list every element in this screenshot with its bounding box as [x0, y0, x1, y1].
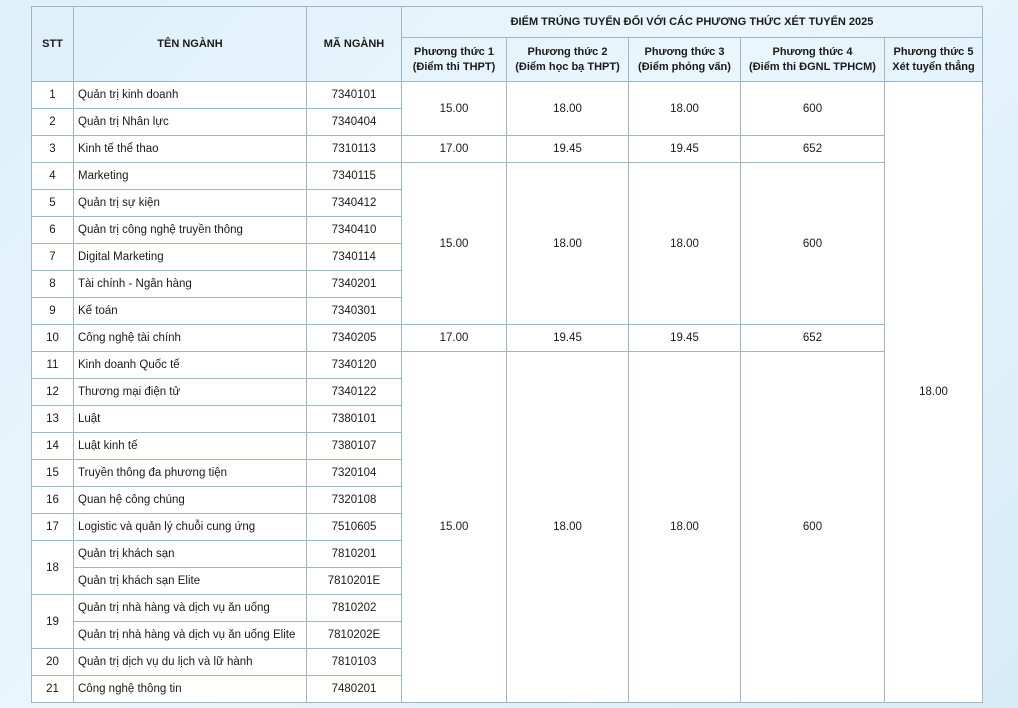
row-major-code: 7510605 — [307, 514, 402, 541]
score-method-3: 19.45 — [629, 136, 741, 163]
row-major-code: 7340114 — [307, 244, 402, 271]
row-major-name: Kinh doanh Quốc tế — [74, 352, 307, 379]
row-major-name: Kinh tế thể thao — [74, 136, 307, 163]
score-method-4: 600 — [741, 352, 885, 703]
row-major-name: Thương mại điện tử — [74, 379, 307, 406]
row-major-code: 7340101 — [307, 82, 402, 109]
row-stt: 4 — [32, 163, 74, 190]
row-major-code: 7340122 — [307, 379, 402, 406]
row-major-code: 7340404 — [307, 109, 402, 136]
row-stt: 8 — [32, 271, 74, 298]
row-major-code: 7480201 — [307, 676, 402, 703]
row-stt: 3 — [32, 136, 74, 163]
header-method-1: Phương thức 1 (Điểm thi THPT) — [402, 38, 507, 82]
row-major-name: Quản trị khách sạn — [74, 541, 307, 568]
score-method-2: 19.45 — [507, 325, 629, 352]
row-major-name: Quản trị công nghệ truyền thông — [74, 217, 307, 244]
header-method-5: Phương thức 5 Xét tuyển thẳng — [885, 38, 983, 82]
score-method-4: 600 — [741, 82, 885, 136]
header-group-title: ĐIỂM TRÚNG TUYỂN ĐỐI VỚI CÁC PHƯƠNG THỨC XÉT TUYỂN 2025 — [402, 7, 983, 38]
row-stt: 9 — [32, 298, 74, 325]
table-row — [32, 163, 983, 190]
row-major-name: Quản trị nhà hàng và dịch vụ ăn uống — [74, 595, 307, 622]
header-stt: STT — [32, 7, 74, 82]
header-method-2: Phương thức 2 (Điểm học bạ THPT) — [507, 38, 629, 82]
table-row — [32, 352, 983, 379]
score-method-1: 17.00 — [402, 325, 507, 352]
row-major-code: 7380101 — [307, 406, 402, 433]
row-stt: 14 — [32, 433, 74, 460]
row-major-code: 7340412 — [307, 190, 402, 217]
row-major-name: Tài chính - Ngân hàng — [74, 271, 307, 298]
row-major-code: 7810202E — [307, 622, 402, 649]
header-method-3: Phương thức 3 (Điểm phỏng vấn) — [629, 38, 741, 82]
row-major-code: 7810202 — [307, 595, 402, 622]
row-stt: 2 — [32, 109, 74, 136]
score-method-1: 15.00 — [402, 82, 507, 136]
row-stt: 5 — [32, 190, 74, 217]
row-major-code: 7320104 — [307, 460, 402, 487]
row-major-name: Quản trị sự kiện — [74, 190, 307, 217]
row-major-name: Logistic và quản lý chuỗi cung ứng — [74, 514, 307, 541]
row-stt: 10 — [32, 325, 74, 352]
row-major-code: 7340201 — [307, 271, 402, 298]
score-method-3: 19.45 — [629, 325, 741, 352]
row-major-code: 7340301 — [307, 298, 402, 325]
row-major-code: 7810103 — [307, 649, 402, 676]
header-method-4: Phương thức 4 (Điểm thi ĐGNL TPHCM) — [741, 38, 885, 82]
row-stt: 16 — [32, 487, 74, 514]
row-stt: 13 — [32, 406, 74, 433]
row-major-code: 7810201E — [307, 568, 402, 595]
row-major-code: 7380107 — [307, 433, 402, 460]
score-method-2: 19.45 — [507, 136, 629, 163]
row-major-name: Quản trị khách sạn Elite — [74, 568, 307, 595]
score-method-2: 18.00 — [507, 82, 629, 136]
row-stt: 21 — [32, 676, 74, 703]
header-major-code: MÃ NGÀNH — [307, 7, 402, 82]
row-major-name: Digital Marketing — [74, 244, 307, 271]
row-stt: 18 — [32, 541, 74, 595]
row-stt: 1 — [32, 82, 74, 109]
row-major-name: Kế toán — [74, 298, 307, 325]
table-body — [32, 82, 983, 703]
score-method-3: 18.00 — [629, 82, 741, 136]
score-method-4: 600 — [741, 163, 885, 325]
row-major-name: Quan hệ công chúng — [74, 487, 307, 514]
row-major-name: Luật — [74, 406, 307, 433]
row-stt: 6 — [32, 217, 74, 244]
table-row — [32, 82, 983, 109]
row-major-code: 7310113 — [307, 136, 402, 163]
row-major-name: Quản trị nhà hàng và dịch vụ ăn uống Elite — [74, 622, 307, 649]
row-major-name: Marketing — [74, 163, 307, 190]
score-method-1: 15.00 — [402, 163, 507, 325]
table-row — [32, 325, 983, 352]
row-stt: 15 — [32, 460, 74, 487]
score-method-3: 18.00 — [629, 352, 741, 703]
row-major-name: Công nghệ tài chính — [74, 325, 307, 352]
row-major-code: 7340205 — [307, 325, 402, 352]
score-method-3: 18.00 — [629, 163, 741, 325]
row-major-name: Quản trị kinh doanh — [74, 82, 307, 109]
row-major-name: Công nghệ thông tin — [74, 676, 307, 703]
header-major-name: TÊN NGÀNH — [74, 7, 307, 82]
table-header — [32, 7, 983, 82]
row-stt: 20 — [32, 649, 74, 676]
row-major-code: 7320108 — [307, 487, 402, 514]
row-stt: 19 — [32, 595, 74, 649]
row-major-name: Luật kinh tế — [74, 433, 307, 460]
score-method-4: 652 — [741, 325, 885, 352]
row-major-name: Truyền thông đa phương tiện — [74, 460, 307, 487]
score-method-2: 18.00 — [507, 352, 629, 703]
row-major-name: Quản trị dịch vụ du lịch và lữ hành — [74, 649, 307, 676]
score-method-4: 652 — [741, 136, 885, 163]
table-row — [32, 136, 983, 163]
row-stt: 12 — [32, 379, 74, 406]
score-method-1: 17.00 — [402, 136, 507, 163]
score-method-1: 15.00 — [402, 352, 507, 703]
admission-score-table — [31, 6, 983, 703]
row-stt: 17 — [32, 514, 74, 541]
row-major-code: 7810201 — [307, 541, 402, 568]
row-major-code: 7340410 — [307, 217, 402, 244]
admission-table-container — [31, 6, 983, 703]
row-major-code: 7340115 — [307, 163, 402, 190]
row-stt: 7 — [32, 244, 74, 271]
score-method-5: 18.00 — [885, 82, 983, 703]
row-stt: 11 — [32, 352, 74, 379]
score-method-2: 18.00 — [507, 163, 629, 325]
row-major-code: 7340120 — [307, 352, 402, 379]
row-major-name: Quản trị Nhân lực — [74, 109, 307, 136]
